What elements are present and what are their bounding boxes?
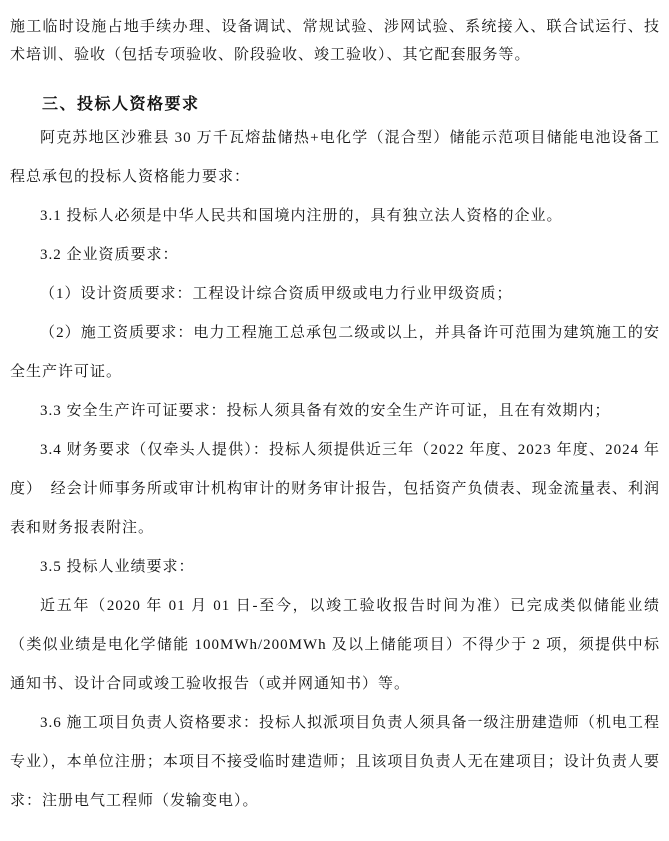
clause-3-3-safety-production-license: 3.3 安全生产许可证要求：投标人须具备有效的安全生产许可证，且在有效期内； (40, 403, 611, 419)
clause-3-5-performance-requirement-detail: 近五年（2020 年 01 月 01 日-至今，以竣工验收报告时间为准）已完成类似储能业绩（类似业绩是电化学储能 100MWh/200MWh 及以上储能项目）不得少于 2 项，须提供中标通知书、设计合同或竣工验收报告（或并网通知书）等。 (10, 598, 660, 692)
clause-3-4-financial-requirement: 3.4 财务要求（仅牵头人提供）：投标人须提供近三年（2022 年度、2023 年度、2024 年度） 经会计师事务所或审计机构审计的财务审计报告，包括资产负债表、现金流量表、利润表和财务报表附注。 (10, 442, 660, 536)
clause-3-2-enterprise-qualification: 3.2 企业资质要求： (40, 247, 179, 263)
clause-3-2-item-1-design-qualification: （1）设计资质要求：工程设计综合资质甲级或电力行业甲级资质； (40, 286, 513, 302)
clause-3-6-project-manager-requirement: 3.6 施工项目负责人资格要求：投标人拟派项目负责人须具备一级注册建造师（机电工程专业），本单位注册；本项目不接受临时建造师；且该项目负责人无在建项目；设计负责人要求：注册电气工程师（发输变电）。 (10, 715, 660, 809)
paragraph-service-scope-continuation: 施工临时设施占地手续办理、设备调试、常规试验、涉网试验、系统接入、联合试运行、技术培训、验收（包括专项验收、阶段验收、竣工验收）、其它配套服务等。 (10, 19, 660, 63)
clause-3-1-registration-requirement: 3.1 投标人必须是中华人民共和国境内注册的，具有独立法人资格的企业。 (40, 208, 563, 224)
section-heading-bidder-qualification: 三、投标人资格要求 (42, 96, 200, 113)
paragraph-project-qualification-intro: 阿克苏地区沙雅县 30 万千瓦熔盐储热+电化学（混合型）储能示范项目储能电池设备工程总承包的投标人资格能力要求： (10, 130, 660, 185)
clause-3-5-performance-requirement-title: 3.5 投标人业绩要求： (40, 559, 195, 575)
clause-3-2-item-2-construction-qualification: （2）施工资质要求：电力工程施工总承包二级或以上，并具备许可范围为建筑施工的安全生产许可证。 (10, 325, 660, 380)
